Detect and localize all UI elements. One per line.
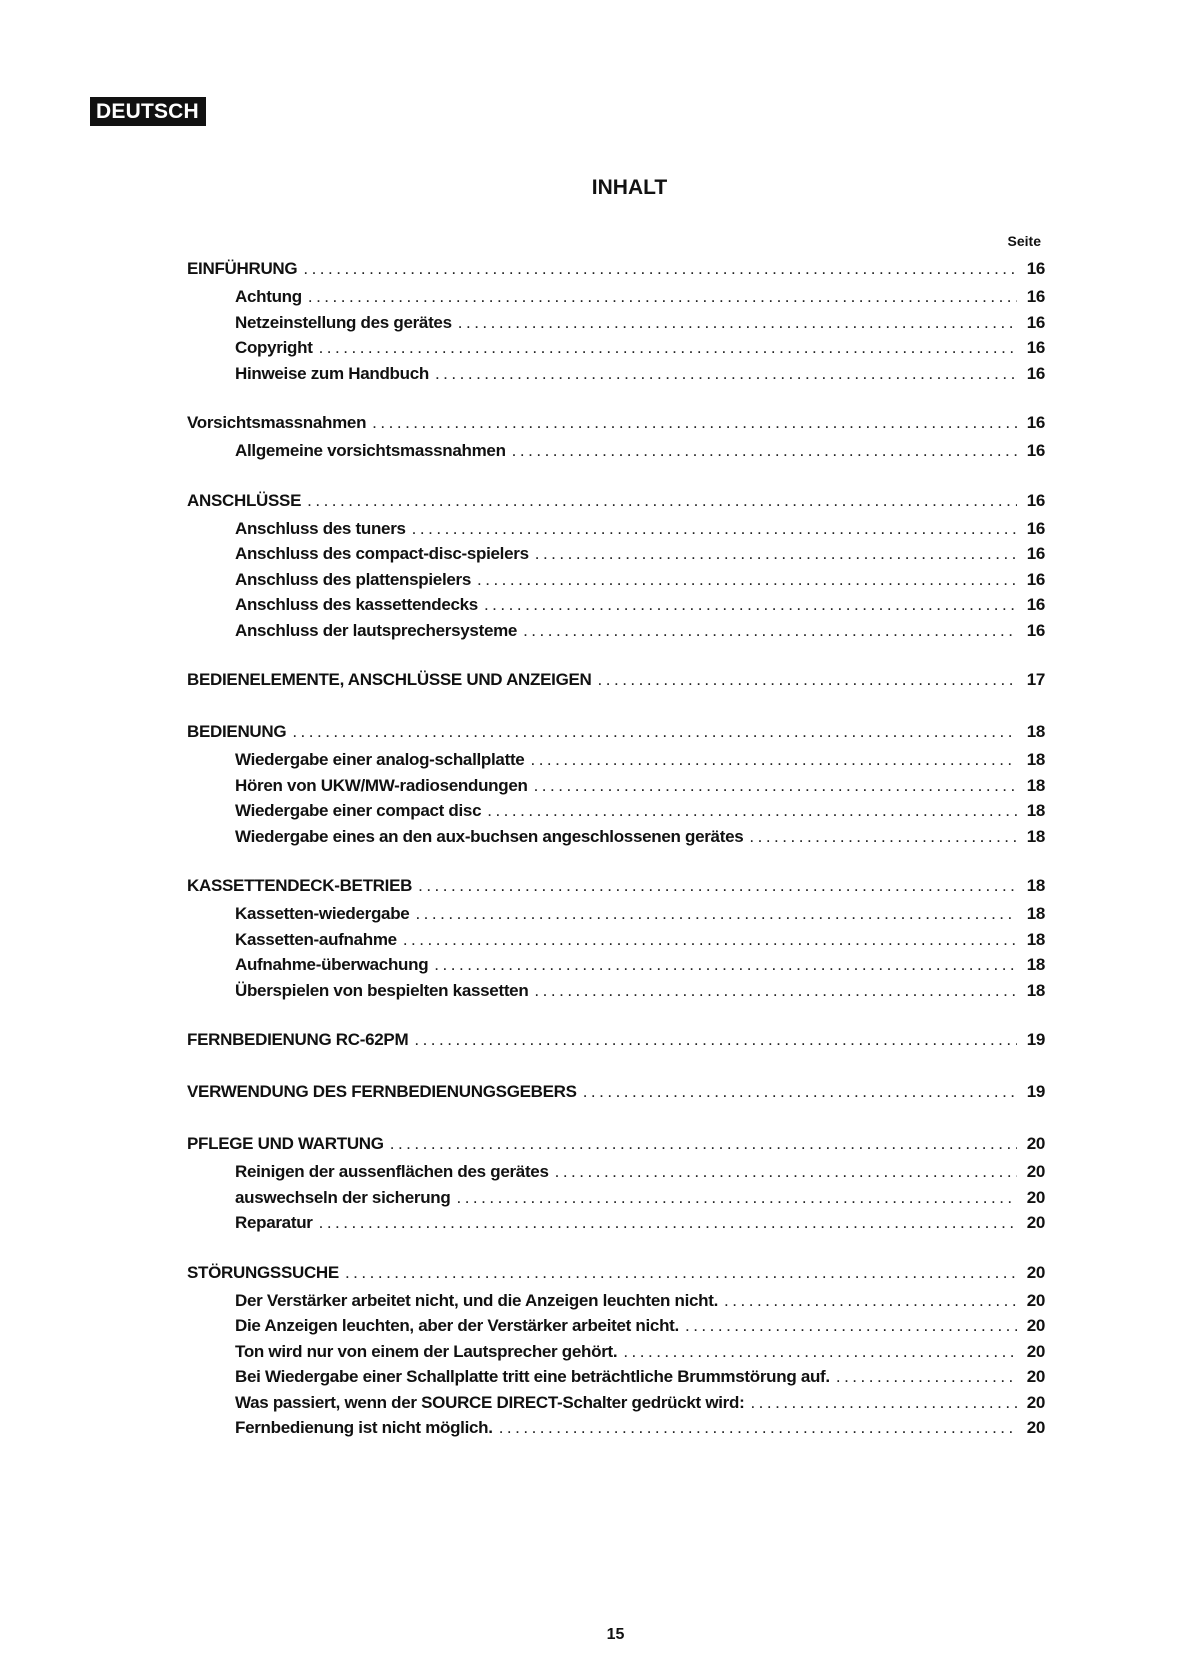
toc-entry-label: Anschluss des compact-disc-spielers [235,544,529,563]
dot-leader [418,871,1017,901]
toc-page-number: 18 [1026,722,1045,741]
dot-leader [724,1288,1017,1314]
toc-page-number: 20 [1026,1162,1045,1181]
toc-entry-label: Überspielen von bespielten kassetten [235,980,529,1000]
toc-entry-label: Allgemeine vorsichtsmassnahmen [235,441,506,460]
toc-section-pflege [187,1129,1045,1236]
toc-section-vorsichtsmassnahmen [187,408,1045,464]
toc-page-number: 16 [1026,620,1045,640]
toc-section-heading [187,665,1045,695]
toc-entry-label: Ton wird nur von einem der Lautsprecher gehört. [235,1341,618,1361]
toc-entry-label: Die Anzeigen leuchten, aber der Verstärker arbeitet nicht. [235,1316,679,1335]
toc-page-number: 18 [1026,904,1045,923]
toc-page-number: 16 [1026,287,1045,306]
toc-entry [187,1390,1045,1416]
dot-leader [685,1313,1017,1339]
dot-leader [749,824,1017,850]
dot-leader [434,952,1017,978]
dot-leader [319,1210,1017,1236]
dot-leader [307,486,1017,516]
toc-entry [187,284,1045,310]
dot-leader [750,1390,1017,1416]
toc-section-stoerungssuche [187,1258,1045,1441]
toc-section-bedienelemente [187,665,1045,695]
dot-leader [555,1159,1017,1185]
dot-leader [372,408,1017,438]
toc-entry-label: Copyright [235,338,313,357]
toc-entry [187,1185,1045,1211]
toc-heading-label: BEDIENELEMENTE, ANSCHLÜSSE UND ANZEIGEN [187,670,592,689]
toc-entry-label: Bei Wiedergabe einer Schallplatte tritt eine beträchtliche Brummstörung auf. [235,1367,830,1386]
toc-entry-label: Anschluss des tuners [235,518,406,538]
toc-page-number: 19 [1026,1082,1045,1101]
toc-section-heading [187,486,1045,516]
toc-section-heading [187,408,1045,438]
dot-leader [292,717,1017,747]
toc-entry-label: Reparatur [235,1213,313,1232]
toc-entry [187,1159,1045,1185]
toc-heading-label: EINFÜHRUNG [187,259,298,278]
toc-entry [187,798,1045,824]
toc-entry-label: Kassetten-aufnahme [235,929,397,949]
toc-page-number: 20 [1026,1392,1045,1412]
toc-page-number: 16 [1026,544,1045,563]
toc-page-number: 16 [1026,595,1045,614]
dot-leader [412,516,1017,542]
toc-heading-label: VERWENDUNG DES FERNBEDIENUNGSGEBERS [187,1082,577,1101]
toc-page-number: 20 [1026,1418,1045,1437]
toc-page-number: 19 [1026,1030,1045,1049]
toc-page-number: 16 [1026,441,1045,460]
toc-entry [187,361,1045,387]
toc-section-heading [187,254,1045,284]
toc-page-number: 18 [1026,876,1045,895]
toc-page-number: 18 [1026,929,1045,949]
dot-leader [484,592,1017,618]
toc-entry [187,1210,1045,1236]
dot-leader [598,665,1017,695]
toc-entry-label: Hören von UKW/MW-radiosendungen [235,775,528,795]
table-of-contents [187,232,1045,1463]
toc-page-number: 16 [1026,569,1045,589]
dot-leader [456,1185,1017,1211]
footer-page-number: 15 [606,1626,625,1643]
toc-entry [187,438,1045,464]
toc-page-number: 18 [1026,750,1045,769]
dot-leader [390,1129,1017,1159]
toc-page-number: 18 [1026,801,1045,820]
toc-heading-label: ANSCHLÜSSE [187,490,302,510]
toc-heading-label: PFLEGE UND WARTUNG [187,1134,384,1153]
toc-heading-label: Vorsichtsmassnahmen [187,413,367,432]
toc-page-number: 20 [1026,1262,1045,1282]
toc-entry [187,773,1045,799]
toc-entry [187,310,1045,336]
dot-leader [487,798,1017,824]
toc-entry [187,618,1045,644]
toc-entry-label: Der Verstärker arbeitet nicht, und die Anzeigen leuchten nicht. [235,1290,719,1310]
toc-page-number: 16 [1026,259,1045,278]
toc-section-einfuehrung [187,254,1045,386]
dot-leader [534,773,1017,799]
toc-page-number: 20 [1026,1316,1045,1335]
toc-heading-label: KASSETTENDECK-BETRIEB [187,876,413,895]
toc-entry [187,901,1045,927]
toc-page-number: 16 [1026,312,1045,332]
toc-entry-label: Wiedergabe einer analog-schallplatte [235,750,525,769]
toc-entry [187,1364,1045,1390]
toc-entry-label: Fernbedienung ist nicht möglich. [235,1418,493,1437]
toc-entry-label: auswechseln der sicherung [235,1187,451,1207]
toc-page-number: 20 [1026,1213,1045,1232]
toc-entry [187,1415,1045,1441]
toc-section-heading [187,871,1045,901]
dot-leader [303,254,1017,284]
dot-leader [583,1077,1017,1107]
toc-entry-label: Achtung [235,287,302,306]
toc-section-heading [187,1025,1045,1055]
dot-leader [477,567,1017,593]
toc-section-verwendung [187,1077,1045,1107]
toc-entry [187,1313,1045,1339]
dot-leader [535,541,1017,567]
dot-leader [836,1364,1017,1390]
toc-page-number: 16 [1026,363,1045,383]
toc-entry [187,824,1045,850]
toc-section-heading [187,717,1045,747]
toc-entry-label: Aufnahme-überwachung [235,955,429,974]
toc-entry-label: Anschluss des kassettendecks [235,595,478,614]
toc-entry-label: Wiedergabe einer compact disc [235,801,482,820]
toc-entry [187,335,1045,361]
toc-page-number: 20 [1026,1290,1045,1310]
toc-heading-label: STÖRUNGSSUCHE [187,1262,339,1282]
toc-heading-label: FERNBEDIENUNG RC-62PM [187,1030,409,1049]
toc-page-number: 18 [1026,775,1045,795]
toc-page-number: 18 [1026,980,1045,1000]
toc-section-bedienung [187,717,1045,849]
toc-entry [187,747,1045,773]
dot-leader [403,927,1017,953]
toc-section-anschluesse [187,486,1045,644]
toc-page-number: 18 [1026,955,1045,974]
toc-heading-label: BEDIENUNG [187,722,287,741]
dot-leader [345,1258,1017,1288]
toc-entry [187,927,1045,953]
dot-leader [435,361,1017,387]
dot-leader [623,1339,1017,1365]
toc-entry [187,541,1045,567]
toc-section-heading [187,1258,1045,1288]
dot-leader [523,618,1017,644]
dot-leader [415,901,1017,927]
toc-entry-label: Hinweise zum Handbuch [235,363,429,383]
toc-page-number: 17 [1026,670,1045,689]
toc-page-number: 20 [1026,1341,1045,1361]
dot-leader [512,438,1017,464]
toc-entry-label: Anschluss des plattenspielers [235,569,471,589]
toc-page-number: 16 [1026,518,1045,538]
dot-leader [499,1415,1017,1441]
toc-entry-label: Wiedergabe eines an den aux-buchsen angeschlossenen gerätes [235,826,744,846]
dot-leader [534,978,1017,1004]
toc-entry [187,978,1045,1004]
toc-page-number: 18 [1026,826,1045,846]
dot-leader [308,284,1017,310]
toc-entry-label: Kassetten-wiedergabe [235,904,410,923]
language-badge: DEUTSCH [90,97,206,126]
page-title: INHALT [591,176,668,199]
toc-entry [187,1339,1045,1365]
toc-section-heading [187,1077,1045,1107]
dot-leader [414,1025,1017,1055]
toc-page-number: 16 [1026,338,1045,357]
toc-entry [187,952,1045,978]
toc-section-fernbedienung [187,1025,1045,1055]
toc-entry-label: Reinigen der aussenflächen des gerätes [235,1162,549,1181]
toc-page-number: 16 [1026,413,1045,432]
toc-entry [187,592,1045,618]
page-column-header: Seite [1007,233,1041,249]
toc-page-number: 20 [1026,1187,1045,1207]
toc-entry-label: Was passiert, wenn der SOURCE DIRECT-Schalter gedrückt wird: [235,1392,745,1412]
dot-leader [458,310,1017,336]
toc-page-number: 20 [1026,1134,1045,1153]
toc-entry-label: Anschluss der lautsprechersysteme [235,620,518,640]
toc-page-number: 16 [1026,490,1045,510]
toc-entry [187,516,1045,542]
toc-section-heading [187,1129,1045,1159]
toc-entry [187,1288,1045,1314]
toc-page-number: 20 [1026,1367,1045,1386]
toc-entry [187,567,1045,593]
dot-leader [319,335,1017,361]
toc-section-kassettendeck [187,871,1045,1003]
dot-leader [530,747,1017,773]
toc-entry-label: Netzeinstellung des gerätes [235,312,452,332]
